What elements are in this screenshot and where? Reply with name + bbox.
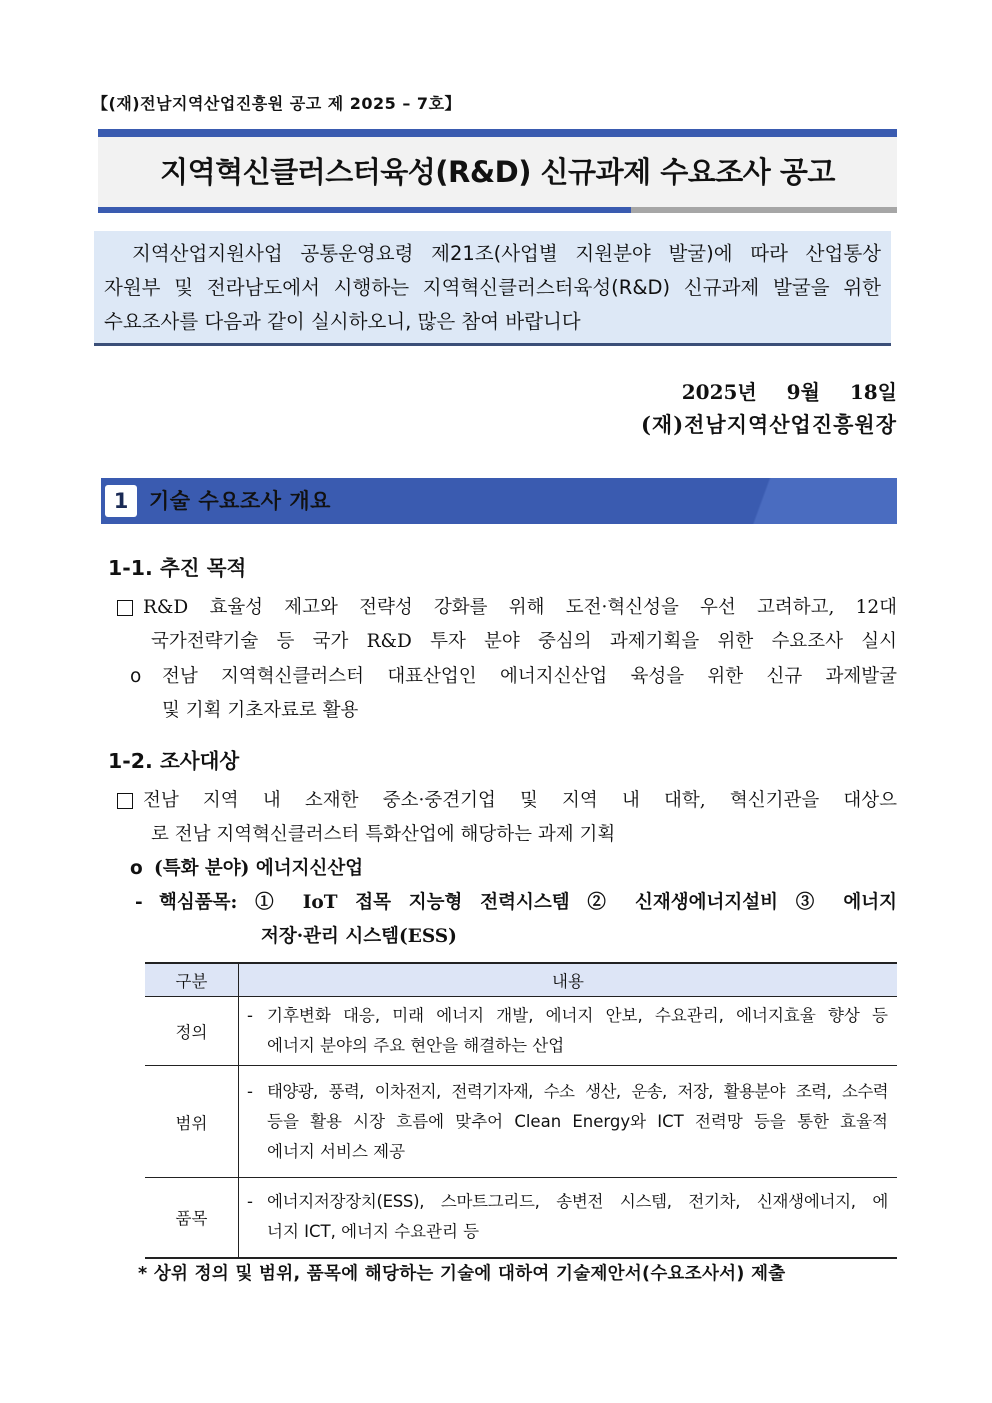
table-header-content: 내용 <box>239 963 898 997</box>
title-bottom-bar-gray <box>631 207 897 213</box>
document-title: 지역혁신클러스터육성(R&D) 신규과제 수요조사 공고 <box>160 155 835 189</box>
title-top-bar <box>98 129 897 137</box>
row-content-items: - 에너지저장장치(ESS), 스마트그리드, 송변전 시스템, 전기차, 신재생에너지, 에 너지 ICT, 에너지 수요관리 등 <box>239 1178 898 1258</box>
target-core-items: - 핵심품목: ① IoT 접목 지능형 전력시스템 ② 신재생에너지설비 ③ 에너지 저장·관리 시스템(ESS) <box>135 892 897 947</box>
table-row <box>145 997 897 1066</box>
section-header-stripe <box>707 478 897 524</box>
section-number: 1 <box>105 485 137 517</box>
purpose-item-1: R&D 효율성 제고와 전략성 강화를 위해 도전·혁신성을 우선 고려하고, 12대 국가전략기술 등 국가 R&D 투자 분야 중심의 과제기획을 위한 수요조사 실시 <box>117 591 897 659</box>
definition-table <box>145 962 897 1259</box>
issuer-name: (재)전남지역산업진흥원장 <box>640 412 897 437</box>
intro-line-2: 자원부 및 전라남도에서 시행하는 지역혁신클러스터육성(R&D) 신규과제 발굴을 위한 <box>104 276 881 299</box>
table-header-category: 구분 <box>145 963 239 997</box>
row-content-scope: - 태양광, 풍력, 이차전지, 전력기자재, 수소 생산, 운송, 저장, 활용분야 조력, 소수력 등을 활용 시장 흐름에 맞추어 Clean Energy와 ICT 전력망 등을 통한 효율적 에너지 서비스 제공 <box>239 1066 898 1178</box>
bullet-o: o <box>130 858 143 879</box>
target-item-1: 전남 지역 내 소재한 중소·중견기업 및 지역 내 대학, 혁신기관을 대상으 로 전남 지역혁신클러스터 특화산업에 해당하는 과제 기획 <box>117 784 897 852</box>
footnote: * 상위 정의 및 범위, 품목에 해당하는 기술에 대하여 기술제안서(수요조사서) 제출 <box>138 1264 786 1284</box>
notice-date: 2025년 9월 18일 <box>681 380 897 404</box>
intro-line-3: 수요조사를 다음과 같이 실시하오니, 많은 참여 바랍니다 <box>104 310 581 333</box>
row-label-items: 품목 <box>145 1178 239 1258</box>
purpose-item-2: o 전남 지역혁신클러스터 대표산업인 에너지신산업 육성을 위한 신규 과제발굴 및 기획 기초자료로 활용 <box>130 660 897 728</box>
bullet-o: o <box>130 666 142 687</box>
intro-line-1: 지역산업지원사업 공통운영요령 제21조(사업별 지원분야 발굴)에 따라 산업통상 <box>132 242 881 265</box>
checkbox-square-icon <box>117 600 133 616</box>
title-bottom-bar-blue <box>98 207 631 213</box>
subsection-heading-target: 1-2. 조사대상 <box>108 749 240 773</box>
subsection-heading-purpose: 1-1. 추진 목적 <box>108 556 247 580</box>
checkbox-square-icon <box>117 793 133 809</box>
row-label-scope: 범위 <box>145 1066 239 1178</box>
row-content-definition: - 기후변화 대응, 미래 에너지 개발, 에너지 안보, 수요관리, 에너지효율 향상 등 에너지 분야의 주요 현안을 해결하는 산업 <box>239 997 898 1066</box>
section-header-bar <box>101 478 897 524</box>
section-title: 기술 수요조사 개요 <box>149 489 331 513</box>
row-label-definition: 정의 <box>145 997 239 1066</box>
table-row <box>145 1178 897 1258</box>
table-row <box>145 1066 897 1178</box>
intro-box <box>94 231 891 346</box>
notice-number: 【(재)전남지역산업진흥원 공고 제 2025 – 7호】 <box>92 94 462 113</box>
target-field: o (특화 분야) 에너지신산업 <box>130 852 363 886</box>
title-box <box>98 129 897 214</box>
